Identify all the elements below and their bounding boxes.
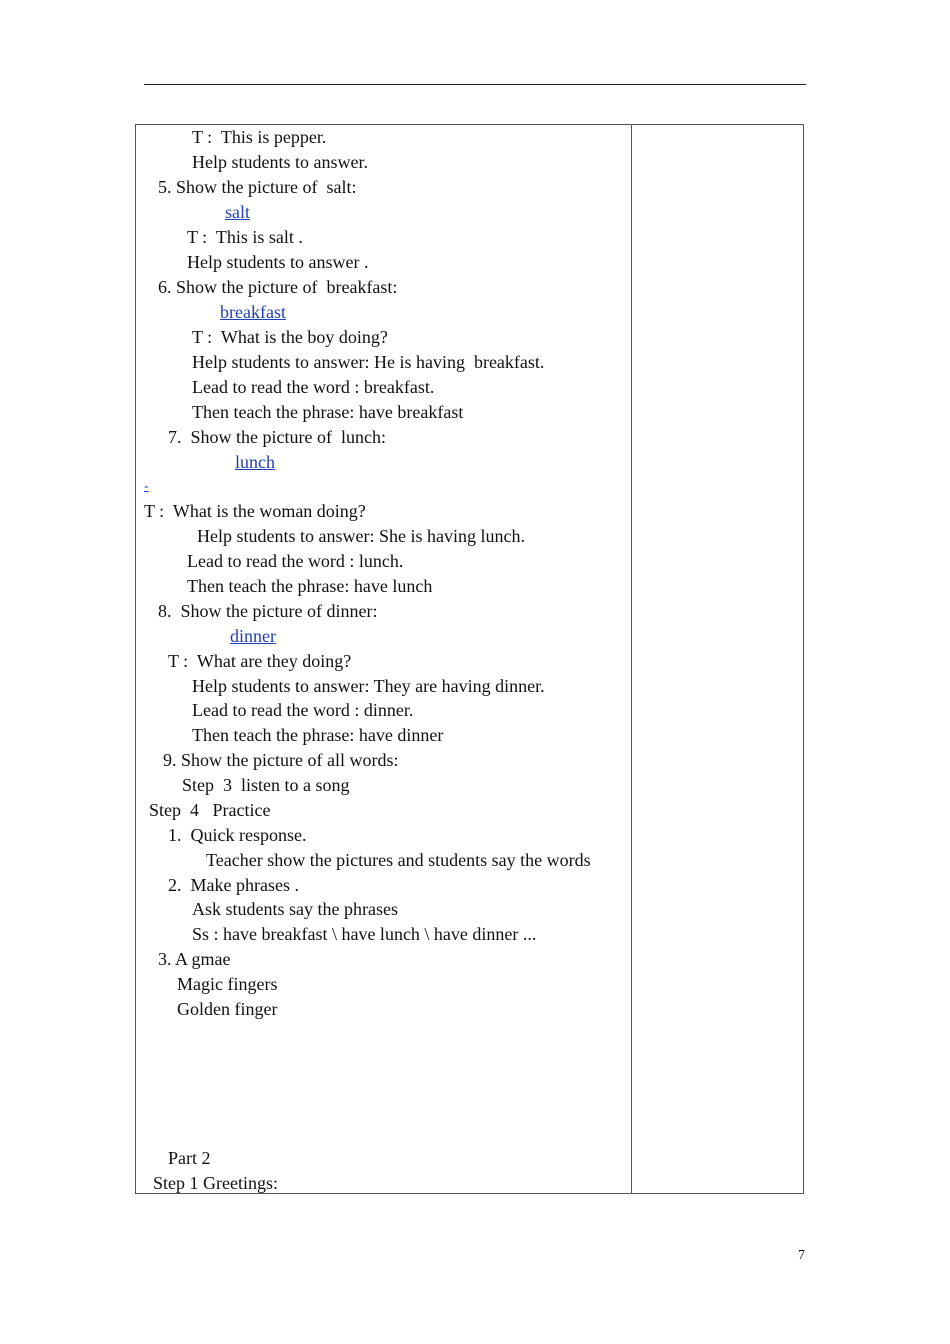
text-line: Help students to answer. bbox=[192, 152, 368, 172]
text-line: Lead to read the word : lunch. bbox=[187, 551, 404, 571]
text-line: Then teach the phrase: have lunch bbox=[187, 576, 433, 596]
lunch-link[interactable]: lunch bbox=[235, 452, 275, 472]
text-line: 1. Quick response. bbox=[168, 825, 307, 845]
text-line: 8. Show the picture of dinner: bbox=[158, 601, 378, 621]
text-line: Part 2 bbox=[168, 1148, 211, 1168]
image-placeholder-link[interactable]: - bbox=[144, 479, 149, 494]
text-line: Magic fingers bbox=[177, 974, 278, 994]
text-line: 5. Show the picture of salt: bbox=[158, 177, 357, 197]
text-line: Step 1 Greetings: bbox=[153, 1173, 278, 1193]
breakfast-link[interactable]: breakfast bbox=[220, 302, 286, 322]
text-line: T : What is the boy doing? bbox=[192, 327, 388, 347]
text-line: T : This is salt . bbox=[187, 227, 303, 247]
text-line: Help students to answer: He is having breakfast. bbox=[192, 352, 545, 372]
text-line: 6. Show the picture of breakfast: bbox=[158, 277, 398, 297]
text-line: Teacher show the pictures and students say the words bbox=[206, 850, 591, 870]
text-line: Step 4 Practice bbox=[149, 800, 271, 820]
text-line: 2. Make phrases . bbox=[168, 875, 299, 895]
text-line: 3. A gmae bbox=[158, 949, 231, 969]
text-line: Golden finger bbox=[177, 999, 278, 1019]
text-line: Lead to read the word : dinner. bbox=[192, 700, 414, 720]
dinner-link[interactable]: dinner bbox=[230, 626, 276, 646]
text-line: T : This is pepper. bbox=[192, 127, 327, 147]
salt-link[interactable]: salt bbox=[225, 202, 250, 222]
text-line: Help students to answer . bbox=[187, 252, 369, 272]
text-line: Help students to answer: She is having lunch. bbox=[197, 526, 525, 546]
text-line: Step 3 listen to a song bbox=[182, 775, 350, 795]
table-column-divider bbox=[631, 124, 632, 1194]
text-line: 7. Show the picture of lunch: bbox=[168, 427, 386, 447]
text-line: Lead to read the word : breakfast. bbox=[192, 377, 435, 397]
text-line: Ss : have breakfast \ have lunch \ have dinner ... bbox=[192, 924, 537, 944]
header-rule bbox=[144, 84, 806, 85]
text-line: Then teach the phrase: have dinner bbox=[192, 725, 444, 745]
text-line: T : What is the woman doing? bbox=[144, 501, 366, 521]
page-number: 7 bbox=[798, 1248, 805, 1263]
text-line: Then teach the phrase: have breakfast bbox=[192, 402, 464, 422]
text-line: T : What are they doing? bbox=[168, 651, 352, 671]
text-line: Help students to answer: They are having dinner. bbox=[192, 676, 545, 696]
text-line: Ask students say the phrases bbox=[192, 899, 398, 919]
text-line: 9. Show the picture of all words: bbox=[163, 750, 399, 770]
